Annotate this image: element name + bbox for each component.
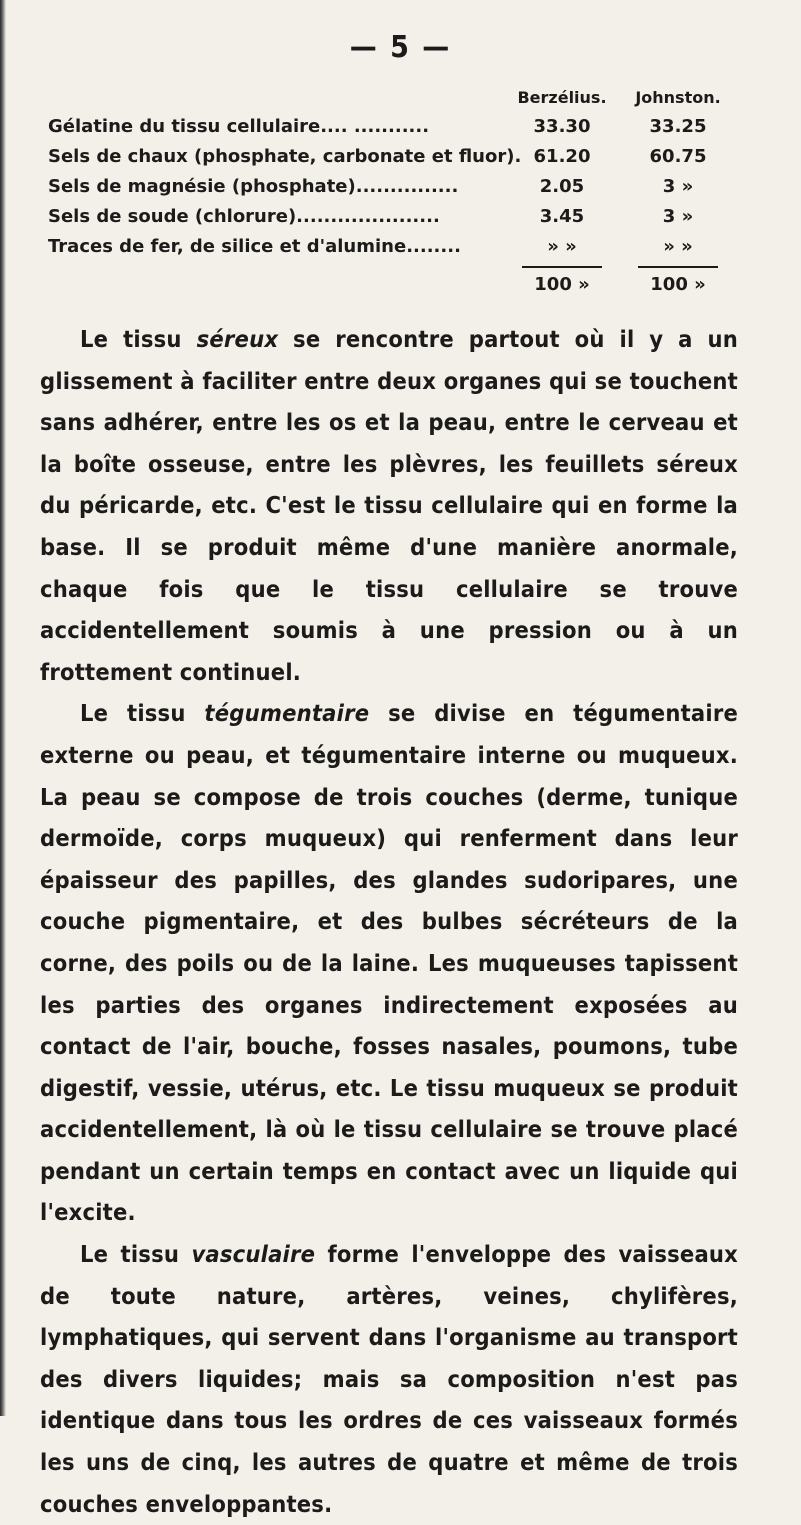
value-johnston: 60.75 [649,146,707,167]
emphasized-term: séreux [196,325,279,353]
table-header [48,88,721,112]
value-johnston: 3 » [662,206,694,227]
table-row [48,112,708,142]
row-label: Sels de magnésie (phosphate)............... [48,176,459,197]
table-row [48,142,708,172]
row-label: Gélatine du tissu cellulaire.... ........... [48,116,430,137]
paragraph-tegumentaire [40,693,738,1234]
page-number: — 5 — [349,30,452,65]
paragraph-body: se divise en tégumentaire externe ou peau, et tégumentaire interne ou muqueux. La peau se compose de trois couches (derme, tunique dermoïde, corps muqueux) qui renferment dans leur épaisseur des papilles, des glandes sudoripares, une couche pigmentaire, et des bulbes sécréteurs de la corne, des poils ou de la laine. Les muqueuses tapissent les parties des organes indirectement exposées au contact de l'air, bouche, fosses nasales, poumons, tube digestif, vessie, utérus, etc. Le tissu muqueux se produit accidentellement, là où le tissu cellulaire se trouve placé pendant un certain temps en contact avec un liquide qui l'excite. [40,699,738,1227]
total-johnston: 100 » [650,274,706,295]
value-berzelius: 3.45 [539,206,585,227]
value-berzelius: 33.30 [533,116,591,137]
row-label: Sels de soude (chlorure)..................... [48,206,440,227]
table-total-row [48,262,708,302]
value-berzelius: » » [547,236,577,257]
table-row [48,202,708,232]
paragraph-lead: Le tissu [80,699,205,728]
value-johnston: » » [663,236,693,257]
body-text [40,319,738,1525]
paragraph-body: forme l'enveloppe des vaisseaux de toute nature, artères, veines, chylifères, lymphatiques, qui servent dans l'organisme au transport des divers liquides; mais sa composition n'est pas identique dans tous les ordres de ces vaisseaux formés les uns de cinq, les autres de quatre et même de trois couches enveloppantes. [40,1240,739,1518]
sum-rule [638,266,718,268]
total-berzelius: 100 » [534,274,590,295]
paragraph-body: se rencontre partout où il y a un glissement à faciliter entre deux organes qui se touchent sans adhérer, entre les os et la peau, entre le cerveau et la boîte osseuse, entre les plèvres, les feuillets séreux du péricarde, etc. C'est le tissu cellulaire qui en forme la base. Il se produit même d'une manière anormale, chaque fois que le tissu cellulaire se trouve accidentellement soumis à une pression ou à un frottement continuel. [40,325,738,686]
value-johnston: 33.25 [649,116,707,137]
column-header-berzelius: Berzélius. [517,88,607,107]
value-berzelius: 2.05 [539,176,585,197]
emphasized-term: vasculaire [191,1240,316,1269]
value-berzelius: 61.20 [533,146,591,167]
paragraph-lead: Le tissu [80,325,197,353]
emphasized-term: tégumentaire [204,699,370,728]
paragraph-vasculaire [40,1234,738,1525]
sum-rule [522,266,602,268]
paragraph-lead: Le tissu [80,1240,192,1269]
table-row [48,232,708,262]
column-header-johnston: Johnston. [635,88,721,107]
page-binding-edge [0,0,6,1416]
paragraph-sereux [40,319,738,693]
composition-table [48,88,721,302]
value-johnston: 3 » [662,176,694,197]
row-label: Traces de fer, de silice et d'alumine........ [48,236,461,257]
table-row [48,172,708,202]
row-label: Sels de chaux (phosphate, carbonate et fluor). [48,146,522,167]
